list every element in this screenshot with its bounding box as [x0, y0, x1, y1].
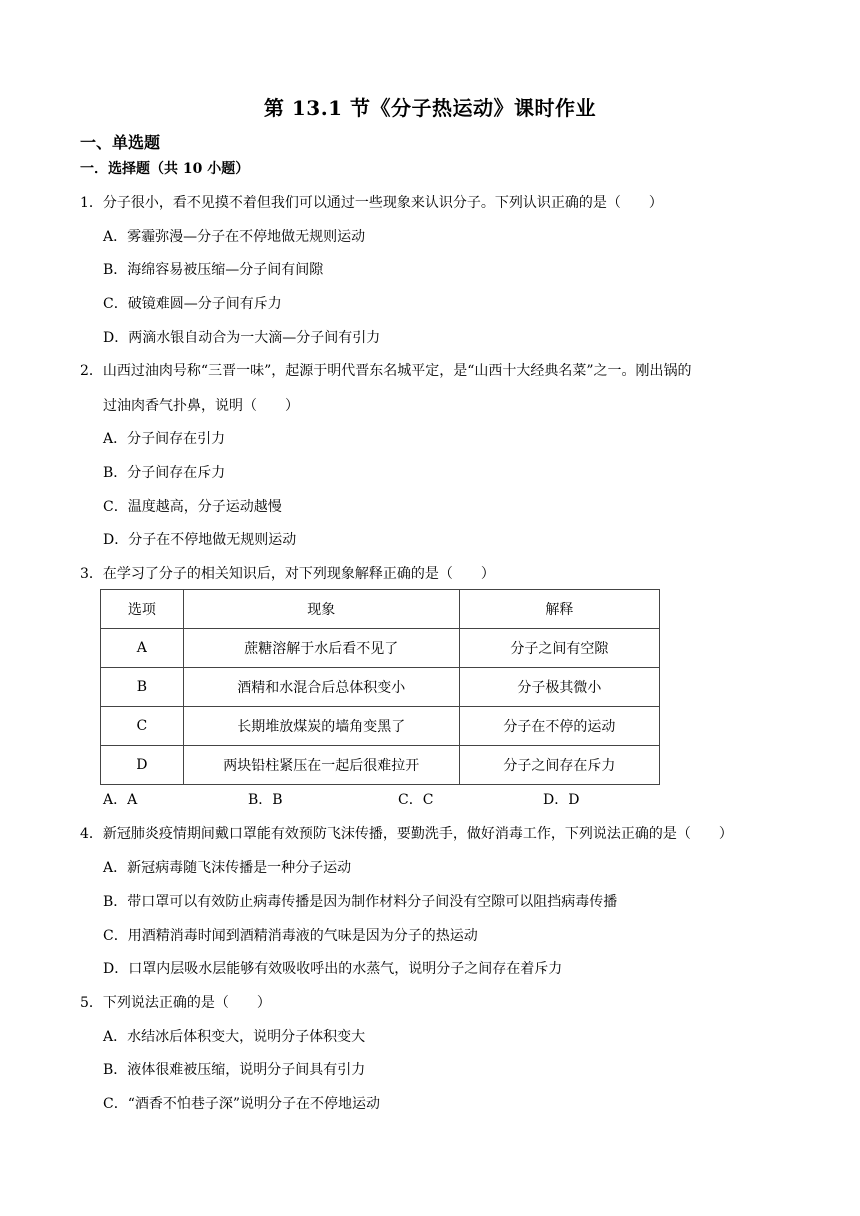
- question-1-option-c: C．破镜难圆—分子间有斥力: [103, 296, 282, 312]
- question-1-option-b: B．海绵容易被压缩—分子间有间隙: [103, 262, 324, 278]
- table-cell: D: [101, 746, 184, 785]
- question-5-option-a: A．水结冰后体积变大，说明分子体积变大: [103, 1029, 366, 1045]
- question-2-stem-continued: 过油肉香气扑鼻，说明（ ）: [103, 398, 299, 414]
- question-4-stem: 4．新冠肺炎疫情期间戴口罩能有效预防飞沫传播，要勤洗手，做好消毒工作，下列说法正确的是（ ）: [80, 826, 733, 842]
- table-cell: 酒精和水混合后总体积变小: [183, 668, 459, 707]
- table-cell: 分子之间有空隙: [459, 629, 659, 668]
- question-3-option-c: C．C: [398, 792, 434, 808]
- table-header-cell: 解释: [459, 590, 659, 629]
- table-cell: C: [101, 707, 184, 746]
- table-row: [101, 629, 660, 668]
- question-5-option-b: B．液体很难被压缩，说明分子间具有引力: [103, 1062, 366, 1078]
- question-4-option-a: A．新冠病毒随飞沫传播是一种分子运动: [103, 860, 352, 876]
- table-cell: 分子在不停的运动: [459, 707, 659, 746]
- question-2-option-d: D．分子在不停地做无规则运动: [103, 532, 297, 548]
- question-1-option-a: A．雾霾弥漫—分子在不停地做无规则运动: [103, 229, 366, 245]
- question-3-stem: 3．在学习了分子的相关知识后，对下列现象解释正确的是（ ）: [80, 566, 495, 582]
- question-2-option-c: C．温度越高，分子运动越慢: [103, 499, 282, 515]
- table-row: [101, 746, 660, 785]
- question-5-option-c: C．“酒香不怕巷子深”说明分子在不停地运动: [103, 1096, 381, 1112]
- question-2-option-a: A．分子间存在引力: [103, 431, 226, 447]
- table-header-cell: 选项: [101, 590, 184, 629]
- question-3-option-a: A．A: [103, 792, 138, 808]
- table-header-cell: 现象: [183, 590, 459, 629]
- question-3-option-d: D．D: [543, 792, 580, 808]
- question-1-option-d: D．两滴水银自动合为一大滴—分子间有引力: [103, 330, 381, 346]
- table-cell: 蔗糖溶解于水后看不见了: [183, 629, 459, 668]
- section-heading: 一、单选题: [80, 133, 161, 152]
- table-cell: 分子之间存在斥力: [459, 746, 659, 785]
- table-row: [101, 707, 660, 746]
- question-4-option-d: D．口罩内层吸水层能够有效吸收呼出的水蒸气，说明分子之间存在着斥力: [103, 961, 563, 977]
- question-3-options: [103, 789, 663, 809]
- question-2-option-b: B．分子间存在斥力: [103, 465, 226, 481]
- table-row: [101, 668, 660, 707]
- question-3-table: [100, 589, 660, 785]
- page-title: 第 13.1 节《分子热运动》课时作业: [263, 96, 597, 120]
- table-cell: 长期堆放煤炭的墙角变黑了: [183, 707, 459, 746]
- question-4-option-c: C．用酒精消毒时闻到酒精消毒液的气味是因为分子的热运动: [103, 928, 478, 944]
- table-header-row: [101, 590, 660, 629]
- question-4-option-b: B．带口罩可以有效防止病毒传播是因为制作材料分子间没有空隙可以阻挡病毒传播: [103, 894, 618, 910]
- question-2-stem: 2．山西过油肉号称“三晋一味”，起源于明代晋东名城平定，是“山西十大经典名菜”之一。刚出锅的: [80, 363, 692, 379]
- question-3-option-b: B．B: [248, 792, 283, 808]
- table-cell: A: [101, 629, 184, 668]
- table-cell: B: [101, 668, 184, 707]
- question-1-stem: 1．分子很小，看不见摸不着但我们可以通过一些现象来认识分子。下列认识正确的是（ ）: [80, 195, 663, 211]
- question-5-stem: 5．下列说法正确的是（ ）: [80, 995, 271, 1011]
- table-cell: 分子极其微小: [459, 668, 659, 707]
- subsection-heading: 一．选择题（共 10 小题）: [80, 161, 250, 177]
- table-cell: 两块铅柱紧压在一起后很难拉开: [183, 746, 459, 785]
